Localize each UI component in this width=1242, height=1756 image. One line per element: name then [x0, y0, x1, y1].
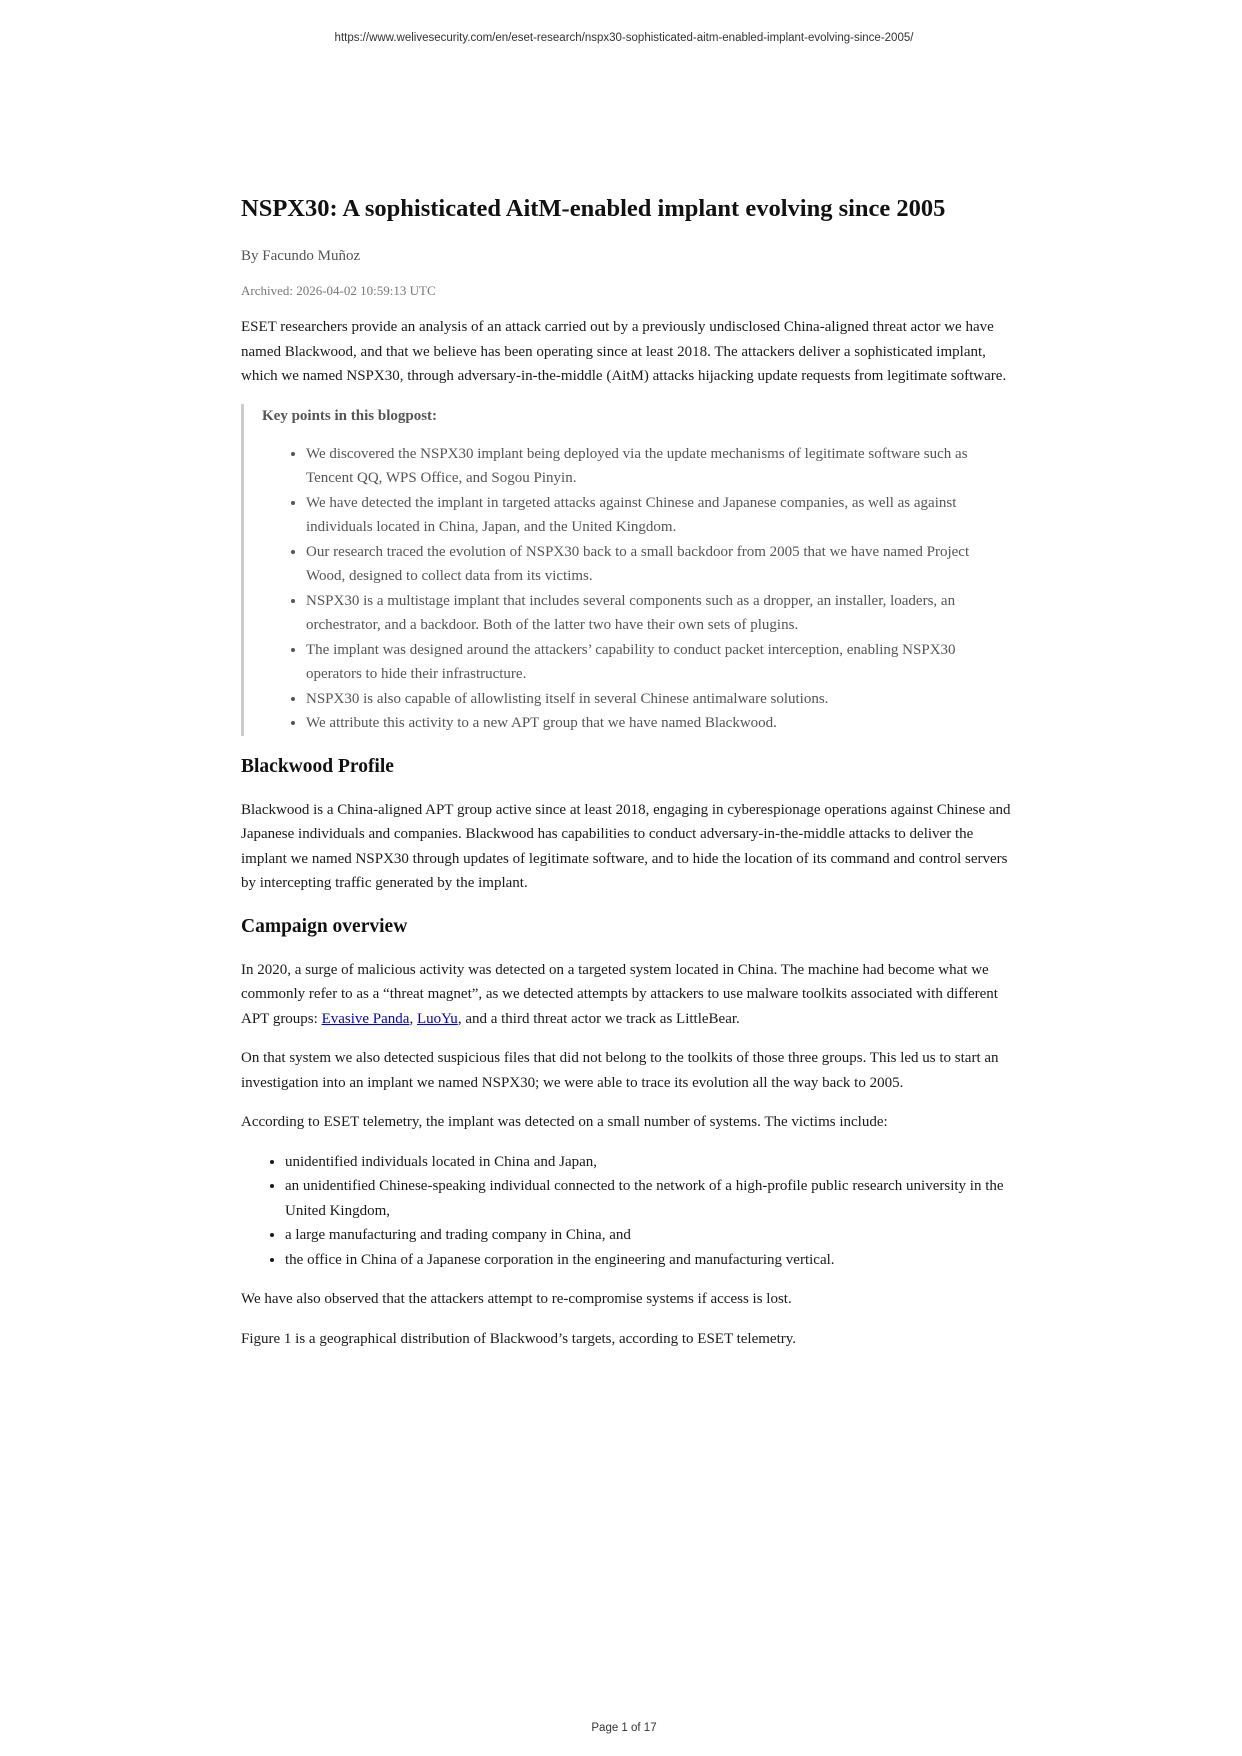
victims-list: [241, 1150, 1011, 1273]
text: , and a third threat actor we track as LittleBear.: [457, 1010, 740, 1027]
byline: By Facundo Muñoz: [241, 248, 361, 264]
section-heading-campaign: Campaign overview: [241, 915, 408, 937]
campaign-paragraph-5: Figure 1 is a geographical distribution of Blackwood’s targets, according to ESET telemetry.: [241, 1330, 797, 1347]
key-points-list: [262, 442, 1011, 736]
text: ,: [409, 1010, 417, 1027]
list-item: • a large manufacturing and trading company in China, and: [285, 1223, 1011, 1248]
text: In 2020, a surge of malicious activity was detected on a targeted system located in China. The machine had become what we commonly refer to as a “threat magnet”, as we detected attempts by attackers to use malware toolkits associated with different APT groups:: [241, 961, 998, 1027]
profile-paragraph: Blackwood is a China-aligned APT group active since at least 2018, engaging in cyberespionage operations against Chinese and Japanese individuals and companies. Blackwood has capabilities to conduct adversary-in-the-middle attacks to deliver the implant we named NSPX30 through updates of legitimate software, and to hide the location of its command and control servers by intercepting traffic generated by the implant.: [241, 801, 1011, 891]
list-item: • We attribute this activity to a new APT group that we have named Blackwood.: [306, 711, 1011, 736]
list-item: • The implant was designed around the attackers’ capability to conduct packet interception, enabling NSPX30 operators to hide their infrastructure.: [306, 638, 1011, 687]
key-points-box: [241, 404, 1011, 736]
intro-paragraph: ESET researchers provide an analysis of an attack carried out by a previously undisclosed China-aligned threat actor we have named Blackwood, and that we believe has been operating since at least 2018. The attackers deliver a sophisticated implant, which we named NSPX30, through adversary-in-the-middle (AitM) attacks hijacking update requests from legitimate software.: [241, 319, 1007, 384]
list-item: • We discovered the NSPX30 implant being deployed via the update mechanisms of legitimate software such as Tencent QQ, WPS Office, and Sogou Pinyin.: [306, 442, 1011, 491]
list-item: • the office in China of a Japanese corporation in the engineering and manufacturing vertical.: [285, 1248, 1011, 1273]
list-item: • Our research traced the evolution of NSPX30 back to a small backdoor from 2005 that we have named Project Wood, designed to collect data from its victims.: [306, 540, 1011, 589]
article-title: NSPX30: A sophisticated AitM-enabled implant evolving since 2005: [241, 195, 946, 222]
list-item: • NSPX30 is also capable of allowlisting itself in several Chinese antimalware solutions.: [306, 687, 1011, 712]
campaign-paragraph-1: [241, 958, 1011, 1032]
section-heading-profile: Blackwood Profile: [241, 755, 394, 777]
archived-timestamp: Archived: 2026-04-02 10:59:13 UTC: [241, 283, 436, 298]
page-number: Page 1 of 17: [591, 1722, 657, 1734]
list-item: • We have detected the implant in targeted attacks against Chinese and Japanese companies, as well as against individuals located in China, Japan, and the United Kingdom.: [306, 491, 1011, 540]
list-item: • NSPX30 is a multistage implant that includes several components such as a dropper, an installer, loaders, an orchestrator, and a backdoor. Both of the latter two have their own sets of plugins.: [306, 589, 1011, 638]
page-url: https://www.welivesecurity.com/en/eset-research/nspx30-sophisticated-aitm-enabled-implant-evolving-since-2005/: [334, 32, 914, 44]
list-item: • unidentified individuals located in China and Japan,: [285, 1150, 1011, 1175]
list-item: • an unidentified Chinese-speaking individual connected to the network of a high-profile public research university in the United Kingdom,: [285, 1174, 1011, 1223]
link-luoyu[interactable]: LuoYu: [416, 1010, 458, 1027]
link-evasive-panda[interactable]: Evasive Panda: [321, 1010, 410, 1027]
article: [241, 193, 1011, 1366]
campaign-paragraph-2: On that system we also detected suspicious files that did not belong to the toolkits of those three groups. This led us to start an investigation into an implant we named NSPX30; we were able to trace its evolution all the way back to 2005.: [241, 1050, 999, 1091]
campaign-paragraph-4: We have also observed that the attackers attempt to re-compromise systems if access is lost.: [241, 1291, 792, 1307]
campaign-paragraph-3: According to ESET telemetry, the implant was detected on a small number of systems. The victims include:: [241, 1114, 888, 1130]
key-points-heading: Key points in this blogpost:: [262, 407, 438, 424]
